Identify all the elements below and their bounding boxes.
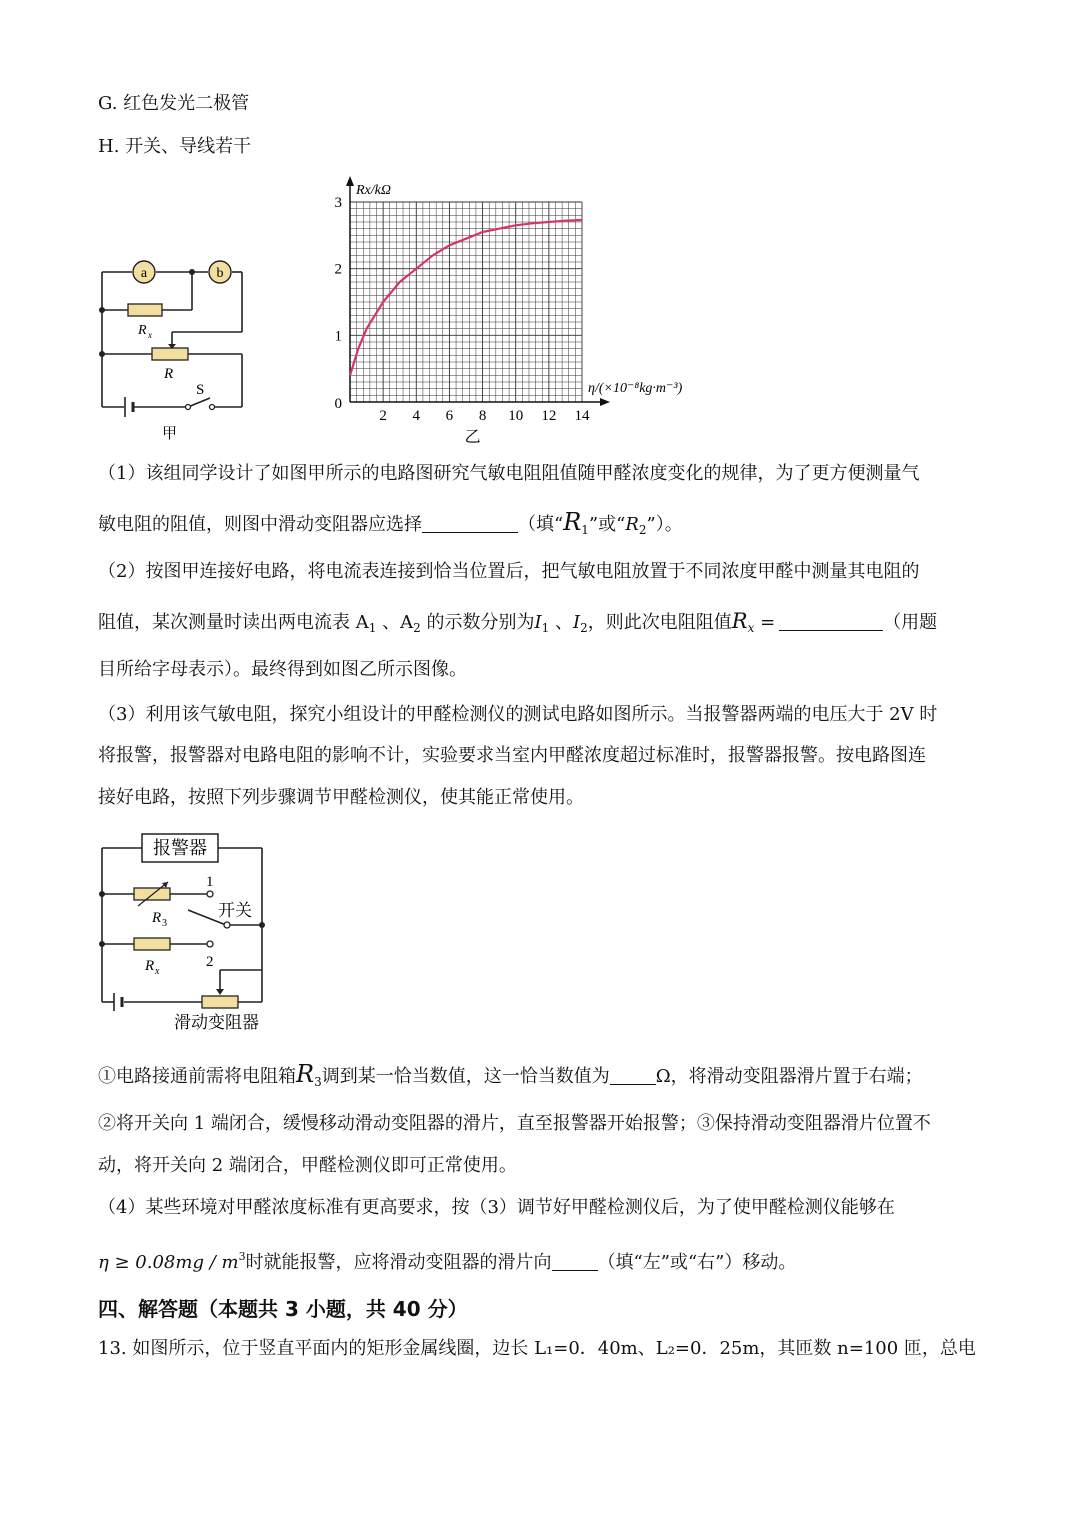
- svg-text:a: a: [140, 266, 148, 281]
- answer-blank-1[interactable]: [422, 512, 518, 533]
- svg-text:报警器: 报警器: [153, 838, 207, 858]
- r-label: R: [164, 366, 174, 382]
- step1: ①电路接通前需将电阻箱$R_3$调到某一恰当数值，这一恰当数值为 Ω，将滑动变阻器滑片置于右端；: [98, 1060, 923, 1089]
- step2-line2: 动，将开关向 2 端闭合，甲醛检测仪即可正常使用。: [98, 1155, 517, 1176]
- x-tick-label: 12: [541, 408, 557, 424]
- answer-blank-2[interactable]: [779, 610, 883, 631]
- resistor-rx-2: [134, 938, 170, 950]
- x-axis-arrow: [600, 398, 610, 406]
- q13-line1: 13. 如图所示，位于竖直平面内的矩形金属线圈，边长 L₁=0．40m、L₂=0．25m，其匝数 n=100 匝，总电: [98, 1338, 976, 1359]
- q4-line2: $\eta \ge 0.08mg / m^3$时就能报警，应将滑动变阻器的滑片向 （填“左”或“右”）移动。: [98, 1250, 797, 1273]
- y-axis-arrow: [346, 176, 354, 186]
- svg-text:2: 2: [206, 954, 214, 970]
- svg-text:滑动变阻器: 滑动变阻器: [174, 1013, 259, 1032]
- option-g: G. 红色发光二极管: [98, 93, 250, 114]
- svg-text:3: 3: [162, 918, 167, 929]
- svg-text:开关: 开关: [218, 901, 252, 920]
- y-tick-label: 1: [334, 328, 342, 345]
- origin-label: 0: [334, 396, 342, 412]
- chart-caption: 乙: [464, 429, 481, 444]
- s-label: S: [196, 382, 205, 398]
- x-tick-label: 8: [478, 408, 487, 424]
- q2-line3: 目所给字母表示）。最终得到如图乙所示图像。: [98, 659, 467, 680]
- option-h: H. 开关、导线若干: [98, 136, 252, 157]
- q1-line2: 敏电阻的阻值，则图中滑动变阻器应选择 （填“$R_1$”或“$R_2$”）。: [98, 508, 683, 537]
- x-tick-label: 4: [412, 408, 421, 424]
- svg-text:R: R: [145, 958, 155, 974]
- q4-line1: （4）某些环境对甲醛浓度标准有更高要求，按（3）调节好甲醛检测仪后，为了使甲醛检测仪能够在: [98, 1197, 895, 1218]
- ammeter-b: [209, 261, 231, 283]
- answer-blank-3[interactable]: [610, 1064, 656, 1085]
- rx-label: R: [138, 323, 147, 338]
- q2-line1: （2）按图甲连接好电路，将电流表连接到恰当位置后，把气敏电阻放置于不同浓度甲醛中测量其电阻的: [98, 561, 920, 582]
- ammeter-a: [133, 261, 155, 283]
- rheostat-detector: [202, 996, 238, 1008]
- circuit-diagram-jia: [92, 252, 252, 442]
- q1-line1: （1）该组同学设计了如图甲所示的电路图研究气敏电阻阻值随甲醛浓度变化的规律，为了更方便测量气: [98, 463, 920, 484]
- resistor-rx: [128, 304, 162, 316]
- section-heading: 四、解答题（本题共 3 小题，共 40 分）: [98, 1297, 468, 1321]
- x-tick-label: 6: [445, 408, 454, 424]
- q3-line1: （3）利用该气敏电阻，探究小组设计的甲醛检测仪的测试电路如图所示。当报警器两端的电压大于 2V 时: [98, 704, 938, 725]
- svg-text:x: x: [155, 966, 160, 977]
- step2-line1: ②将开关向 1 端闭合，缓慢移动滑动变阻器的滑片，直至报警器开始报警；③保持滑动变阻器滑片位置不: [98, 1113, 931, 1134]
- y-tick-label: 3: [334, 195, 342, 211]
- y-axis-label: Rx/kΩ: [356, 183, 391, 198]
- caption-jia: 甲: [162, 426, 178, 442]
- rheostat-r: [152, 348, 188, 360]
- svg-text:x: x: [148, 330, 152, 340]
- svg-text:R: R: [152, 910, 162, 926]
- circuit-diagram-detector: [92, 830, 292, 1040]
- x-tick-label: 14: [574, 408, 590, 424]
- x-tick-label: 10: [508, 408, 524, 424]
- answer-blank-4[interactable]: [552, 1250, 598, 1271]
- y-tick-label: 2: [334, 261, 342, 278]
- chart-yi: [330, 172, 730, 444]
- svg-text:b: b: [216, 266, 224, 281]
- x-axis-label: η/(×10⁻⁸kg·m⁻³): [588, 381, 683, 396]
- q3-line3: 接好电路，按照下列步骤调节甲醛检测仪，使其能正常使用。: [98, 787, 584, 808]
- q2-line2: 阻值，某次测量时读出两电流表 $A_1$ 、$A_2$ 的示数分别为$I_1$ 、$I_2$，则此次电阻阻值$R_x$ = （用题: [98, 609, 938, 635]
- curve-series: [350, 220, 582, 375]
- q3-line2: 将报警，报警器对电路电阻的影响不计，实验要求当室内甲醛浓度超过标准时，报警器报警。按电路图连: [98, 745, 926, 766]
- svg-text:1: 1: [206, 874, 214, 890]
- x-tick-label: 2: [379, 408, 387, 424]
